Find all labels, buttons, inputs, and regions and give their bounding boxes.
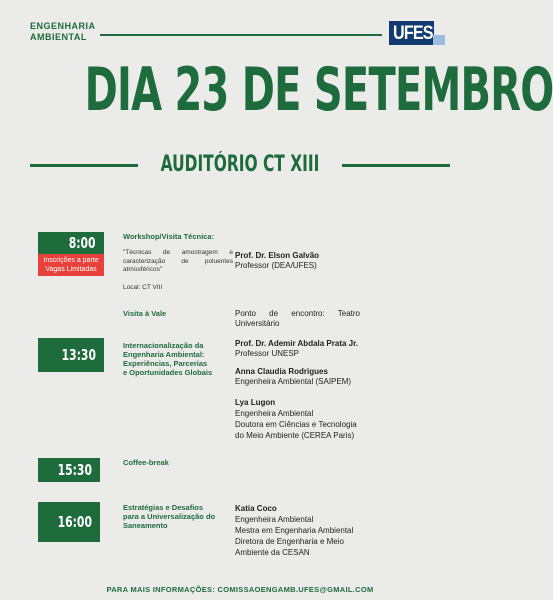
title-line: Internacionalização da (123, 341, 204, 350)
time-badge-break (38, 458, 100, 482)
speaker-name: Katia Coco (235, 504, 277, 513)
session1-title (123, 341, 233, 377)
session2-speaker (235, 503, 455, 558)
badge-line1: Inscrições a parte (43, 257, 99, 264)
speaker-role: do Meio Ambiente (CEREA Paris) (235, 431, 355, 440)
title-line: Engenharia Ambiental: (123, 350, 205, 359)
time-label: 8:00 (69, 234, 96, 252)
department-line1: ENGENHARIA (30, 21, 96, 31)
time-badge-session2 (38, 502, 100, 542)
break-title: Coffee-break (123, 458, 169, 467)
time-label: 13:30 (61, 346, 96, 364)
registration-badge (38, 254, 104, 276)
visit-title: Visita à Vale (123, 309, 167, 318)
subtitle-left-rule (30, 164, 138, 167)
speaker-name: Prof. Dr. Elson Galvão (235, 251, 320, 260)
ufes-logo (389, 21, 449, 48)
time-label: 15:30 (57, 461, 92, 479)
speaker-name: Lya Lugon (235, 398, 276, 407)
session2-title (123, 503, 238, 530)
session1-speaker3 (235, 397, 455, 441)
speaker-role: Mestra em Engenharia Ambiental (235, 526, 354, 535)
subtitle-right-rule (342, 164, 450, 167)
workshop-location: Local: CT VIII (123, 284, 163, 291)
workshop-title: Workshop/Visita Técnica: (123, 232, 214, 241)
visit-note: Ponto de encontro: Teatro Universitário (235, 309, 360, 328)
badge-line2: Vagas Limitadas (45, 266, 97, 273)
title-line: e Oportunidades Globais (123, 368, 213, 377)
speaker-name: Anna Claudia Rodrigues (235, 367, 328, 376)
speaker-role: Engenheira Ambiental (SAIPEM) (235, 377, 352, 386)
page-subtitle: AUDITÓRIO CT XIII (160, 152, 320, 177)
workshop-topic: "Técnicas de amostragem e caracterização de poluentes atmosféricos" (123, 249, 233, 273)
time-badge-workshop (38, 232, 104, 254)
speaker-name: Prof. Dr. Ademir Abdala Prata Jr. (235, 339, 359, 348)
speaker-role: Doutora em Ciências e Tecnologia (235, 420, 357, 429)
session1-speaker2 (235, 367, 455, 387)
speaker-role: Engenheira Ambiental (235, 409, 314, 418)
department-line2: AMBIENTAL (30, 32, 87, 42)
title-line: Estratégias e Desafios (123, 503, 204, 512)
header-divider (100, 34, 382, 36)
department-label (30, 21, 110, 43)
title-line: para a Universalização do (123, 512, 216, 521)
session1-speaker1 (235, 339, 455, 359)
title-line: Saneamento (123, 521, 168, 530)
logo-text: UFES (393, 23, 433, 44)
speaker-role: Ambiente da CESAN (235, 548, 310, 557)
workshop-speaker (235, 251, 435, 271)
page-title: DIA 23 DE SETEMBRO (84, 55, 553, 125)
time-badge-session1 (38, 338, 104, 372)
speaker-role: Diretora de Engenharia e Meio (235, 537, 344, 546)
time-label: 16:00 (57, 513, 92, 531)
speaker-role: Professor UNESP (235, 349, 300, 358)
speaker-role: Professor (DEA/UFES) (235, 261, 317, 270)
speaker-role: Engenheira Ambiental (235, 515, 314, 524)
title-line: Experiências, Parcerias (123, 359, 208, 368)
footer-contact: PARA MAIS INFORMAÇÕES: COMISSAOENGAMB.UFES@GMAIL.COM (106, 585, 374, 594)
